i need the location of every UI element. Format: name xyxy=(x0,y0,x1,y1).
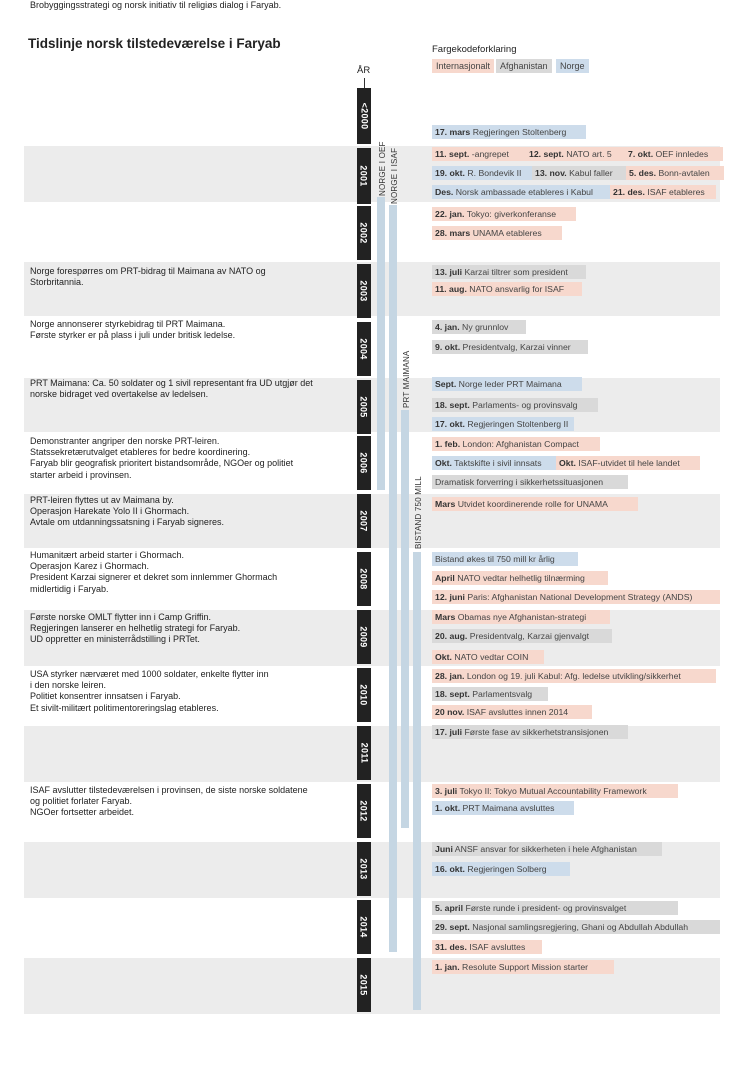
year-marker xyxy=(357,206,371,260)
event-date: 17. juli xyxy=(435,727,463,737)
event-item xyxy=(432,185,614,199)
event-text: Obamas nye Afghanistan-strategi xyxy=(457,612,587,622)
event-item xyxy=(432,497,638,511)
event-item xyxy=(432,801,574,815)
event-date: 11. sept. xyxy=(435,149,470,159)
year-description: PRT-leiren flyttes ut av Maimana by. Operasjon Harekate Yolo II i Ghormach. Avtale om utdanningssatsning i Faryab signeres. xyxy=(30,495,224,528)
event-item xyxy=(432,920,720,934)
legend-title: Fargekodeforklaring xyxy=(432,44,517,55)
event-item xyxy=(432,377,582,391)
event-text: Norsk ambassade etableres i Kabul xyxy=(455,187,593,197)
event-date: Okt. xyxy=(559,458,576,468)
event-date: 4. jan. xyxy=(435,322,460,332)
event-text: Parlaments- og provinsvalg xyxy=(472,400,578,410)
event-text: Regjeringen Stoltenberg II xyxy=(467,419,569,429)
event-date: 1. jan. xyxy=(435,962,460,972)
event-date: 12. sept. xyxy=(529,149,564,159)
event-date: 16. okt. xyxy=(435,864,465,874)
year-marker xyxy=(357,322,371,376)
event-date: 28. mars xyxy=(435,228,471,238)
year-label: 2014 xyxy=(359,916,370,938)
axis-label: ÅR xyxy=(357,65,371,76)
year-marker xyxy=(357,494,371,548)
event-date: 19. okt. xyxy=(435,168,465,178)
event-date: 3. juli xyxy=(435,786,458,796)
event-text: Resolute Support Mission starter xyxy=(462,962,589,972)
event-text: OEF innledes xyxy=(655,149,709,159)
event-text: NATO vedtar helhetlig tilnærming xyxy=(457,573,585,583)
year-label: 2002 xyxy=(359,222,370,244)
event-date: Mars xyxy=(435,612,456,622)
event-text: Første runde i president- og provinsvalget xyxy=(465,903,627,913)
event-text: Ny grunnlov xyxy=(462,322,509,332)
event-item xyxy=(432,940,542,954)
event-text: ISAF avsluttes xyxy=(469,942,526,952)
event-text: ANSF ansvar for sikkerheten i hele Afghanistan xyxy=(454,844,637,854)
event-text: -angrepet xyxy=(471,149,509,159)
event-item xyxy=(432,842,662,856)
event-item xyxy=(432,166,533,180)
bar-norge-oef xyxy=(377,197,385,490)
event-date: 1. feb. xyxy=(435,439,461,449)
year-label: 2009 xyxy=(359,626,370,648)
event-item xyxy=(432,552,578,566)
event-item xyxy=(432,398,598,412)
year-description: Norge forespørres om PRT-bidrag til Maimana av NATO og Storbritannia. xyxy=(30,266,266,288)
event-date: Okt. xyxy=(435,458,452,468)
event-text: Nasjonal samlingsregjering, Ghani og Abdullah Abdullah xyxy=(472,922,689,932)
bar-label-isaf: NORGE I ISAF xyxy=(390,147,399,204)
bar-label-oef: NORGE I OEF xyxy=(378,141,387,196)
event-item xyxy=(625,147,723,161)
bar-prt-maimana xyxy=(401,410,409,828)
year-label: 2004 xyxy=(359,338,370,360)
year-marker xyxy=(357,958,371,1012)
year-marker xyxy=(357,380,371,434)
year-label: 2003 xyxy=(359,280,370,302)
year-label: 2008 xyxy=(359,568,370,590)
event-date: April xyxy=(435,573,455,583)
event-item xyxy=(556,456,700,470)
event-date: 12. juni xyxy=(435,592,465,602)
event-date: 20 nov. xyxy=(435,707,465,717)
event-item xyxy=(432,417,574,431)
event-text: London: Afghanistan Compact xyxy=(462,439,579,449)
year-label: 2011 xyxy=(359,742,370,764)
event-item xyxy=(432,340,588,354)
event-text: NATO art. 5 xyxy=(566,149,612,159)
bar-norge-isaf xyxy=(389,205,397,952)
event-text: Utvidet koordinerende rolle for UNAMA xyxy=(457,499,608,509)
event-item xyxy=(432,862,570,876)
legend-afghanistan: Afghanistan xyxy=(496,59,552,73)
event-date: 20. aug. xyxy=(435,631,468,641)
event-item xyxy=(432,784,678,798)
event-date: 5. des. xyxy=(629,168,657,178)
year-description: Norge annonserer styrkebidrag til PRT Maimana. Første styrker er på plass i juli under britisk ledelse. xyxy=(30,319,236,341)
event-date: 21. des. xyxy=(613,187,645,197)
event-date: 17. mars xyxy=(435,127,471,137)
year-label: 2005 xyxy=(359,396,370,418)
year-description: Demonstranter angriper den norske PRT-leiren. Statssekretærutvalget etableres for bedre koordinering. Faryab blir geografisk prioritert bistandsområde, NGOer og politiet starter arbeid i provinsen. xyxy=(30,436,294,480)
event-item xyxy=(432,437,600,451)
event-item xyxy=(526,147,627,161)
bar-bistand xyxy=(413,552,421,1010)
event-item xyxy=(432,320,526,334)
event-text: ISAF etableres xyxy=(647,187,705,197)
event-text: NATO ansvarlig for ISAF xyxy=(469,284,565,294)
year-marker xyxy=(357,264,371,318)
event-text: R. Bondevik II xyxy=(467,168,522,178)
event-text: UNAMA etableres xyxy=(472,228,542,238)
year-marker xyxy=(357,552,371,606)
event-date: Okt. xyxy=(435,652,452,662)
event-item xyxy=(432,571,608,585)
event-text: Presidentvalg, Karzai gjenvalgt xyxy=(469,631,590,641)
event-text: Paris: Afghanistan National Development Strategy (ANDS) xyxy=(467,592,693,602)
event-item xyxy=(432,475,628,489)
event-text: Regjeringen Solberg xyxy=(467,864,547,874)
event-item xyxy=(432,147,530,161)
event-item xyxy=(432,610,610,624)
event-text: Parlamentsvalg xyxy=(472,689,533,699)
event-text: Dramatisk forverring i sikkerhetssituasjonen xyxy=(435,477,604,487)
year-label: 2007 xyxy=(359,510,370,532)
event-date: 9. okt. xyxy=(435,342,461,352)
event-date: 1. okt. xyxy=(435,803,461,813)
event-date: 5. april xyxy=(435,903,464,913)
year-description: Første norske OMLT flytter inn i Camp Griffin. Regjeringen lanserer en helhetlig strategi for Faryab. UD oppretter en ministerrådstilling i PRTet. xyxy=(30,612,241,645)
event-date: 13. nov. xyxy=(535,168,567,178)
year-description: USA styrker nærværet med 1000 soldater, enkelte flytter inn i den norske leiren. Politiet konsentrer innsatsen i Faryab. Et sivilt-militært politimentoreringslag etableres. xyxy=(30,669,269,713)
year-marker xyxy=(357,784,371,838)
event-date: 31. des. xyxy=(435,942,467,952)
year-label: 2015 xyxy=(359,974,370,996)
year-label: 2012 xyxy=(359,800,370,822)
legend-norge: Norge xyxy=(556,59,589,73)
event-text: Tokyo: giverkonferanse xyxy=(466,209,557,219)
bar-label-prt: PRT MAIMANA xyxy=(402,350,411,408)
year-marker xyxy=(357,668,371,722)
event-item xyxy=(432,226,562,240)
year-marker xyxy=(357,900,371,954)
event-item xyxy=(432,282,582,296)
event-date: 11. aug. xyxy=(435,284,467,294)
event-text: ISAF avsluttes innen 2014 xyxy=(466,707,569,717)
event-date: Sept. xyxy=(435,379,457,389)
event-item xyxy=(610,185,716,199)
event-text: Norge leder PRT Maimana xyxy=(458,379,562,389)
year-description: ISAF avslutter tilstedeværelsen i provinsen, de siste norske soldatene og politiet forlater Faryab. NGOer fortsetter arbeidet. xyxy=(30,785,308,818)
event-text: Kabul faller xyxy=(569,168,613,178)
year-label: <2000 xyxy=(359,102,369,130)
year-label: 2013 xyxy=(359,858,370,880)
event-date: 29. sept. xyxy=(435,922,470,932)
event-item xyxy=(432,669,716,683)
event-text: PRT Maimana avsluttes xyxy=(462,803,555,813)
event-text: Karzai tiltrer som president xyxy=(464,267,568,277)
event-item xyxy=(432,125,586,139)
event-date: 13. juli xyxy=(435,267,463,277)
year-label: 2001 xyxy=(359,165,370,187)
event-date: 7. okt. xyxy=(628,149,654,159)
event-item xyxy=(432,265,586,279)
year-description: PRT Maimana: Ca. 50 soldater og 1 sivil representant fra UD utgjør det norske bidraget ved overtakelse av ledelsen. xyxy=(30,378,313,400)
event-item xyxy=(432,725,628,739)
event-text: ISAF-utvidet til hele landet xyxy=(578,458,680,468)
event-date: Des. xyxy=(435,187,454,197)
event-date: 17. okt. xyxy=(435,419,465,429)
event-text: Bonn-avtalen xyxy=(658,168,710,178)
event-text: Presidentvalg, Karzai vinner xyxy=(462,342,571,352)
event-item xyxy=(432,705,592,719)
event-item xyxy=(626,166,724,180)
event-item xyxy=(432,901,678,915)
event-date: Juni xyxy=(435,844,453,854)
event-text: Taktskifte i sivil innsats xyxy=(454,458,542,468)
year-description: Brobyggingsstrategi og norsk initiativ til religiøs dialog i Faryab. xyxy=(30,0,282,10)
event-text: Første fase av sikkerhetstransisjonen xyxy=(464,727,609,737)
event-item xyxy=(432,650,544,664)
year-marker xyxy=(357,436,371,490)
year-band xyxy=(24,958,720,1014)
bar-label-bistand: BISTAND 750 MILL xyxy=(414,476,423,549)
event-text: Tokyo II: Tokyo Mutual Accountability Framework xyxy=(459,786,647,796)
event-item xyxy=(432,590,720,604)
year-marker xyxy=(357,842,371,896)
event-date: 22. jan. xyxy=(435,209,465,219)
year-marker xyxy=(357,610,371,664)
event-text: Regjeringen Stoltenberg xyxy=(472,127,567,137)
event-item xyxy=(432,207,576,221)
event-date: 18. sept. xyxy=(435,400,470,410)
event-item xyxy=(432,629,612,643)
event-item xyxy=(432,960,614,974)
event-text: NATO vedtar COIN xyxy=(454,652,529,662)
event-item xyxy=(432,687,548,701)
year-label: 2010 xyxy=(359,684,370,706)
year-label: 2006 xyxy=(359,452,370,474)
event-date: 18. sept. xyxy=(435,689,470,699)
axis-tick xyxy=(364,78,365,88)
event-item xyxy=(532,166,630,180)
event-date: Mars xyxy=(435,499,456,509)
legend-internasjonalt: Internasjonalt xyxy=(432,59,494,73)
event-date: 28. jan. xyxy=(435,671,465,681)
year-marker xyxy=(357,88,371,144)
year-marker xyxy=(357,726,371,780)
year-description: Humanitært arbeid starter i Ghormach. Operasjon Karez i Ghormach. President Karzai signerer et dekret som innlemmer Ghormach midlertidig i Faryab. xyxy=(30,550,278,594)
event-item xyxy=(432,456,558,470)
event-text: Bistand økes til 750 mill kr årlig xyxy=(435,554,555,564)
event-text: London og 19. juli Kabul: Afg. ledelse utvikling/sikkerhet xyxy=(466,671,681,681)
year-marker xyxy=(357,148,371,204)
page-title: Tidslinje norsk tilstedeværelse i Faryab xyxy=(28,36,281,51)
